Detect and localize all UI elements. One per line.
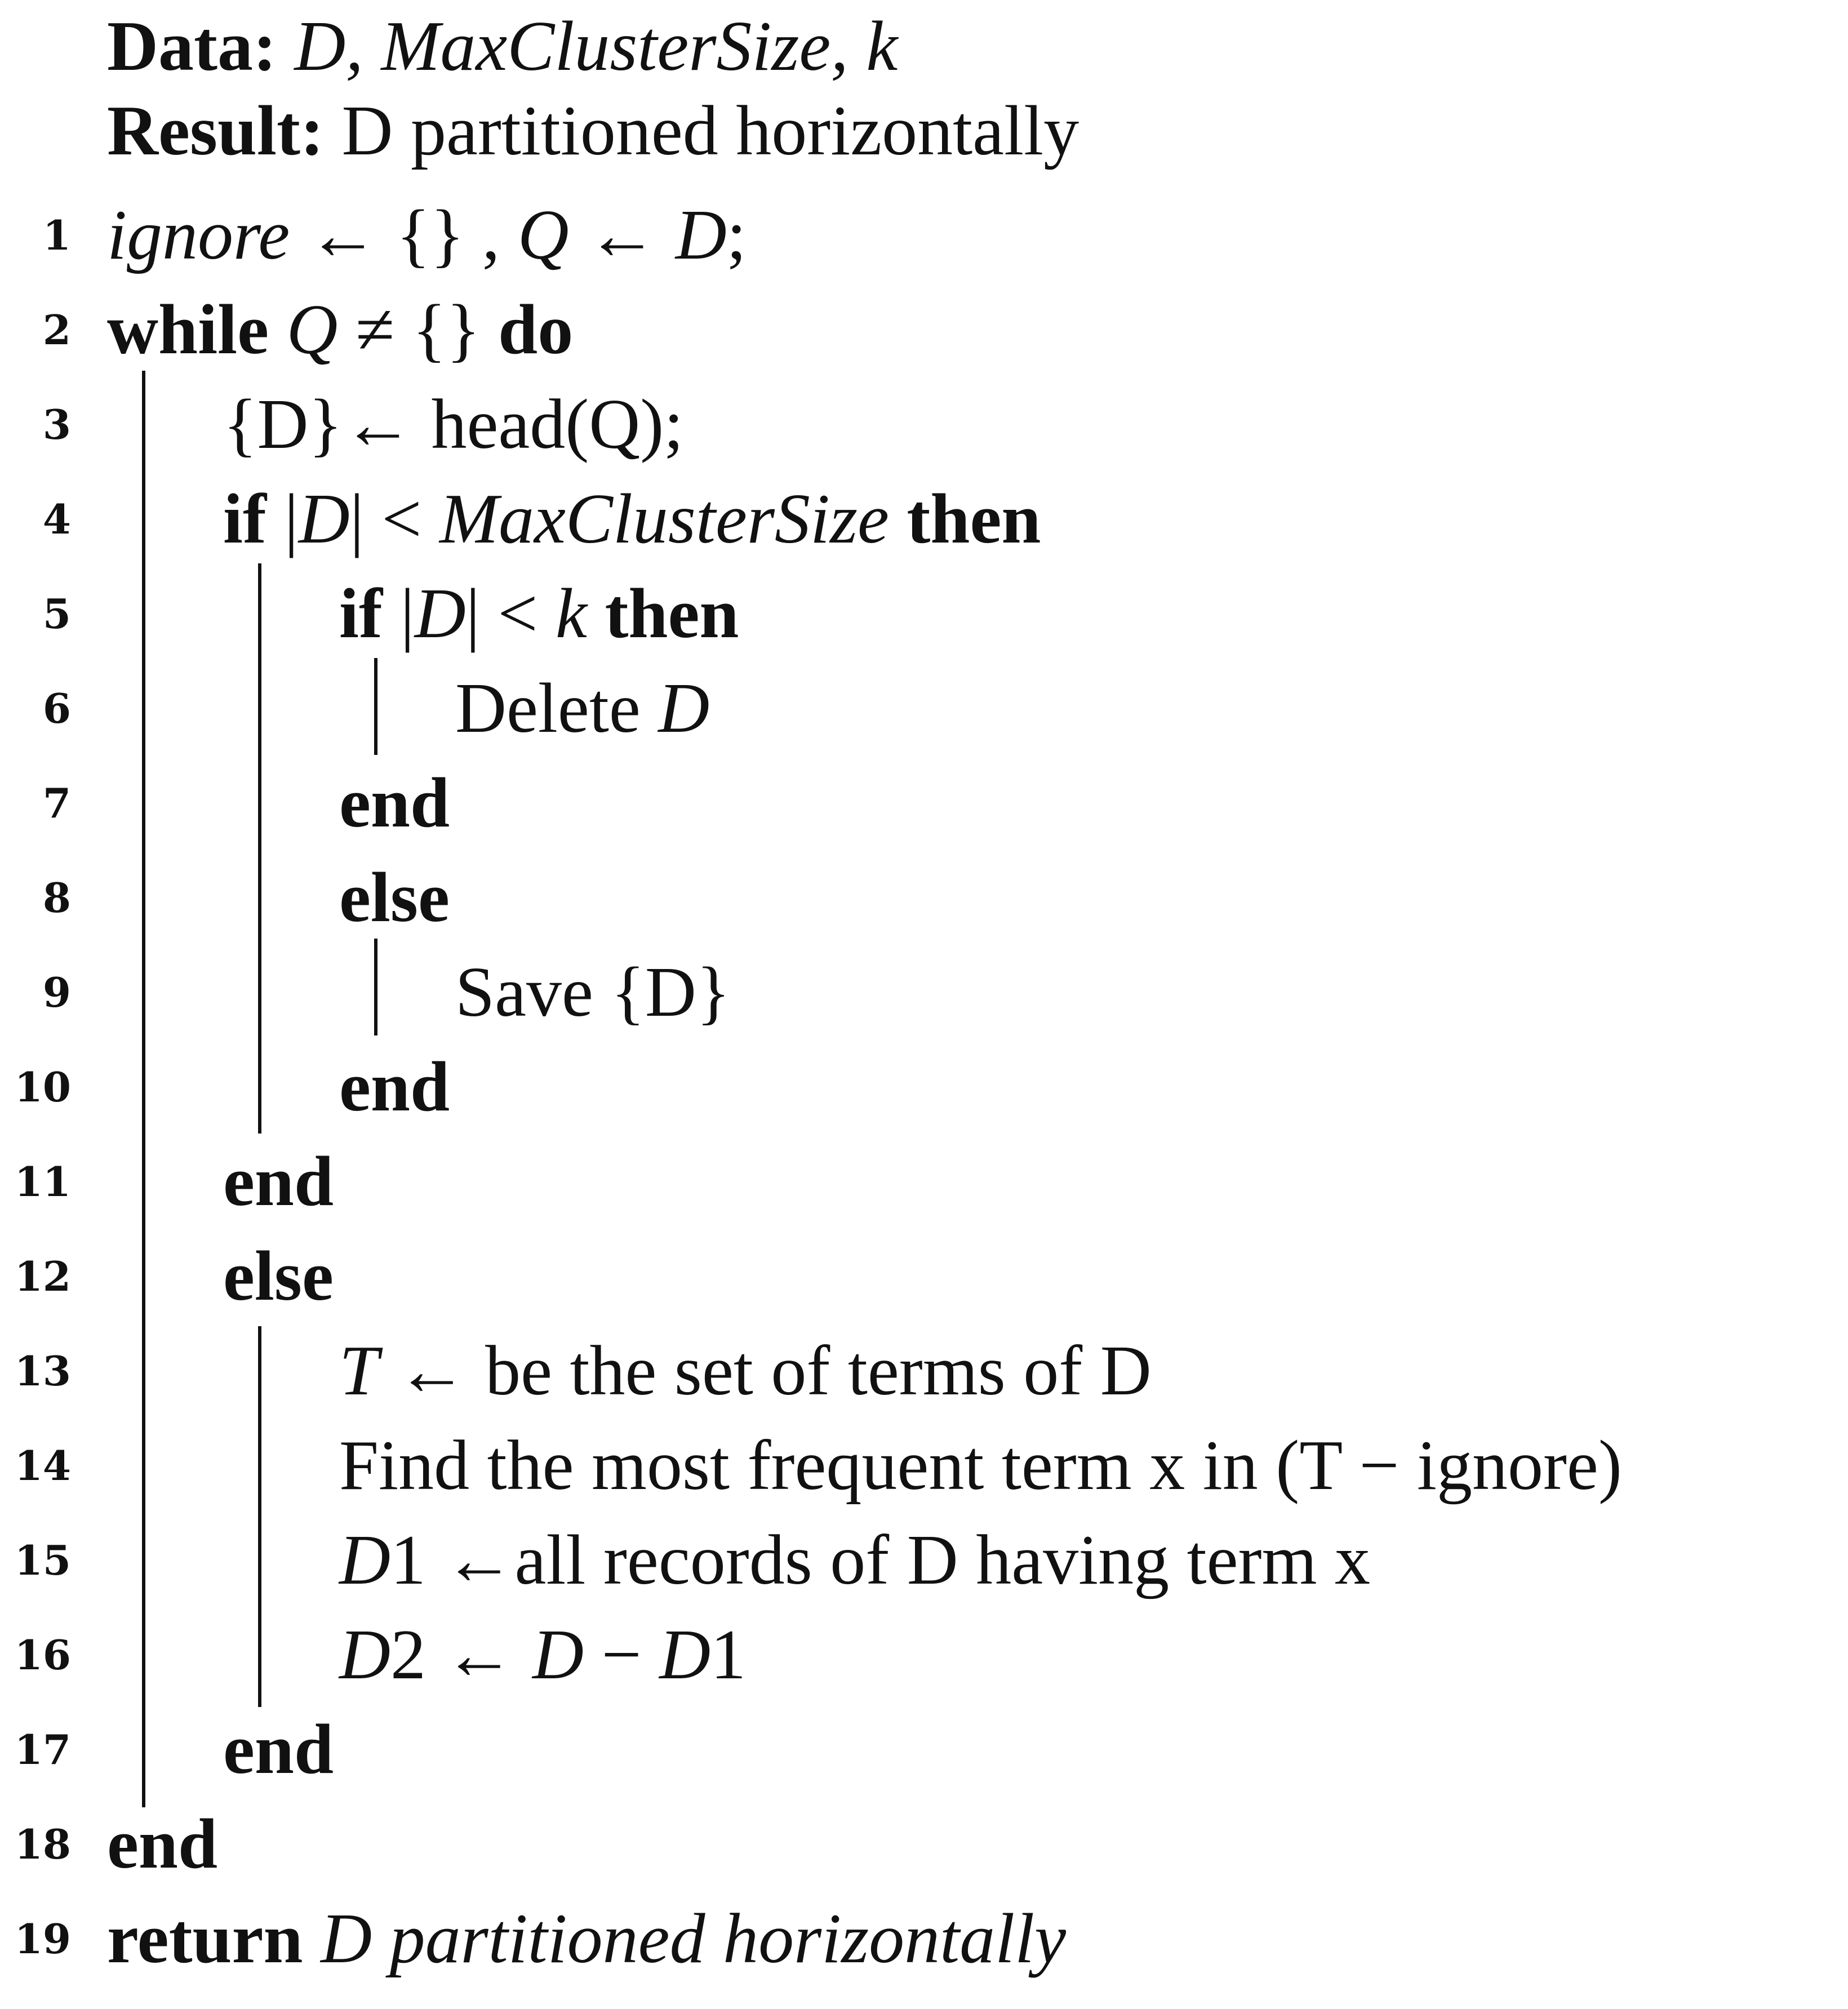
line-code: [107, 1798, 217, 1891]
line-number: 12: [14, 1252, 71, 1300]
code-text: ;: [726, 196, 747, 274]
keyword: end: [339, 764, 450, 842]
keyword: else: [339, 859, 450, 937]
data-line-content: [107, 0, 898, 94]
code-text: Delete: [455, 669, 659, 748]
line-code: [223, 1703, 334, 1797]
math-symbol: D: [532, 1616, 584, 1694]
line-code: [339, 1608, 746, 1702]
line-number: 1: [42, 211, 71, 259]
code-text: |: [266, 480, 299, 558]
code-text: Find the most frequent term x in (T − ignore): [339, 1426, 1622, 1505]
algorithm-line-14: [0, 1419, 1848, 1513]
code-text: |: [382, 575, 415, 653]
keyword: return: [107, 1900, 303, 1978]
algorithm-data-line: [0, 0, 1848, 94]
line-code: [339, 757, 450, 850]
line-code: [339, 1041, 450, 1134]
line-number: 4: [42, 495, 71, 543]
keyword: else: [223, 1237, 334, 1315]
code-text: [269, 291, 287, 369]
math-symbol: T: [339, 1332, 379, 1410]
line-code: [223, 1230, 334, 1323]
math-symbol: MaxClusterSize: [439, 480, 889, 558]
data-label: Data:: [107, 7, 277, 86]
line-code: [455, 662, 709, 755]
line-code: [339, 851, 450, 945]
result-value: D partitioned horizontally: [341, 92, 1080, 170]
code-text: {D}← head(Q);: [223, 385, 684, 464]
keyword: end: [339, 1048, 450, 1126]
keyword: end: [223, 1143, 334, 1221]
line-number: 9: [42, 968, 71, 1016]
algorithm-line-9: [0, 946, 1848, 1039]
algorithm-line-7: [0, 757, 1848, 850]
math-symbol: D: [658, 669, 710, 748]
line-number: 17: [14, 1726, 71, 1774]
line-number: 8: [42, 874, 71, 922]
line-number: 14: [14, 1442, 71, 1490]
math-symbol: Q: [286, 291, 338, 369]
code-text: Save {D}: [455, 953, 731, 1032]
line-number: 15: [14, 1536, 71, 1584]
line-number: 7: [42, 779, 71, 827]
algorithm-line-19: [0, 1892, 1848, 1986]
algorithm-line-6: [0, 662, 1848, 755]
line-number: 6: [42, 685, 71, 732]
line-number: 2: [42, 306, 71, 354]
algorithm-line-4: [0, 473, 1848, 566]
algorithm-line-11: [0, 1135, 1848, 1229]
code-text: ≠ {}: [337, 291, 499, 369]
line-number: 3: [42, 401, 71, 448]
line-code: [339, 1514, 1370, 1607]
math-symbol: D: [298, 480, 350, 558]
math-symbol: D partitioned horizontally: [321, 1900, 1067, 1978]
line-code: [339, 567, 739, 661]
result-label: Result:: [107, 92, 324, 170]
math-symbol: ignore: [107, 196, 290, 274]
algorithm-line-5: [0, 567, 1848, 661]
line-number: 5: [42, 590, 71, 638]
keyword: then: [907, 480, 1041, 558]
math-symbol: D: [414, 575, 466, 653]
code-text: | <: [349, 480, 439, 558]
line-code: [107, 1892, 1066, 1986]
code-text: [303, 1900, 321, 1978]
algorithm-line-16: [0, 1608, 1848, 1702]
line-code: [223, 1135, 334, 1229]
line-code: [107, 189, 747, 282]
data-value: D, MaxClusterSize, k: [294, 7, 898, 86]
keyword: if: [223, 480, 266, 558]
math-symbol: D: [659, 1616, 711, 1694]
keyword: if: [339, 575, 383, 653]
code-text: [889, 480, 907, 558]
code-text: 1 ←all records of D having term x: [390, 1521, 1371, 1599]
line-number: 18: [14, 1820, 71, 1868]
keyword: do: [498, 291, 574, 369]
code-text: −: [584, 1616, 660, 1694]
algorithm-line-1: [0, 189, 1848, 282]
math-symbol: Q: [517, 196, 569, 274]
line-code: [339, 1419, 1622, 1513]
algorithm-line-12: [0, 1230, 1848, 1323]
algorithm-line-13: [0, 1324, 1848, 1418]
line-code: [455, 946, 730, 1039]
code-text: ← be the set of terms of D: [379, 1332, 1152, 1410]
algorithm-line-15: [0, 1514, 1848, 1607]
math-symbol: D: [675, 196, 727, 274]
math-symbol: k: [556, 575, 587, 653]
code-text: ←: [568, 196, 676, 274]
code-text: [587, 575, 605, 653]
code-text: 2 ←: [390, 1616, 532, 1694]
line-number: 19: [14, 1915, 71, 1963]
line-code: [339, 1324, 1152, 1418]
algorithm-line-10: [0, 1041, 1848, 1134]
code-text: ← {} ,: [290, 196, 518, 274]
math-symbol: D: [339, 1521, 390, 1599]
line-number: 11: [14, 1158, 71, 1206]
line-code: [107, 283, 573, 377]
algorithm-line-2: [0, 283, 1848, 377]
line-code: [223, 473, 1041, 566]
algorithm-result-line: [0, 85, 1848, 178]
keyword: end: [107, 1805, 218, 1883]
line-code: [223, 378, 683, 472]
line-number: 13: [14, 1347, 71, 1395]
keyword: then: [605, 575, 739, 653]
line-number: 10: [14, 1063, 71, 1111]
result-line-content: [107, 85, 1079, 178]
line-number: 16: [14, 1631, 71, 1679]
code-text: 1: [710, 1616, 747, 1694]
algorithm-line-18: [0, 1798, 1848, 1891]
algorithm-line-8: [0, 851, 1848, 945]
code-text: | <: [465, 575, 556, 653]
keyword: end: [223, 1710, 334, 1789]
keyword: while: [107, 291, 269, 369]
algorithm-line-3: [0, 378, 1848, 472]
math-symbol: D: [339, 1616, 390, 1694]
algorithm-line-17: [0, 1703, 1848, 1797]
